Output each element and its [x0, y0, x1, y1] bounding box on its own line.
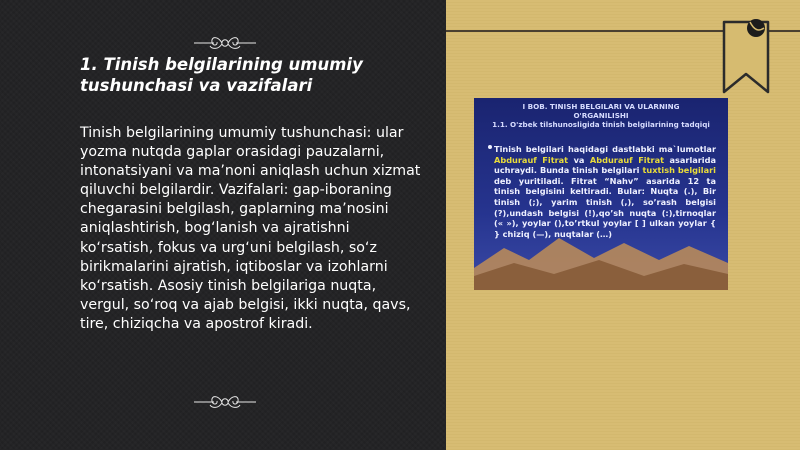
- slide-header-line-2: O'RGANILISHI: [573, 111, 629, 120]
- body-paragraph: Tinish belgilarining umumiy tushunchasi: ular yozma nutqda gaplar orasidagi pauzalarni, intonatsiyani va ma’noni aniqlash uchun xizmat qiluvchi belgilardir. Vazifalari: gap-iboraning chegarasini belgilash, gaplarning ma’nosini aniqlashtirish, bog‘lanish va ajratishni ko‘rsatish, fokus va urg‘uni belgilash, so‘z birikmalarini ajratish, iqtiboslar va izohlarni ko‘rsatish. Asosiy tinish belgilariga nuqta, vergul, so‘roq va ajab belgisi, ikki nuqta, qavs, tire, chiziqcha va apostrof kiradi.: [80, 125, 421, 332]
- flourish-ornament-top: [192, 33, 258, 53]
- image-panel: [446, 0, 800, 450]
- slide-body-text: [494, 144, 716, 239]
- section-title: 1. Tinish belgilarining umumiy tushunchasi va vazifalari: [80, 55, 363, 95]
- slide-text-part-1: Tinish belgilari haqidagi dastlabki ma`lumotlar: [494, 144, 716, 154]
- slide-text-part-2: va: [568, 154, 590, 165]
- flourish-ornament-bottom: [192, 392, 258, 412]
- slide-text-part-4: deb yuritiladi. Fitrat “Nahv” asarida 12 ta tinish belgisini keltiradi. Bular: Nuqta (.), Bir tinish (;), yarim tinish (,), so’rash belgisi (?),undash belgisi (!),qo’sh nuqta (:),tirnoqlar (« »), yoylar (),to’rtkul yoylar [ ] ulkan yoylar { } chiziq (—), nuqtalar (…): [494, 175, 716, 239]
- slide-header: [474, 102, 728, 129]
- slide-highlight-2: Abdurauf Fitrat: [589, 154, 665, 165]
- slide-highlight-1: Abdurauf Fitrat: [494, 154, 569, 165]
- slide-header-line-1: I BOB. TINISH BELGILARI VA ULARNING: [522, 102, 680, 111]
- slide-highlight-3: tuxtish belgilari: [642, 165, 716, 176]
- slide-text-part-3: asarlarida uchraydi. Bunda tinish belgilari: [494, 154, 717, 176]
- bookmark-ribbon-icon: [720, 18, 772, 98]
- embedded-slide-image: [474, 98, 728, 290]
- slide-header-line-3: 1.1. O'zbek tilshunosligida tinish belgilarining tadqiqi: [492, 120, 710, 129]
- slide-bullet: [488, 145, 492, 149]
